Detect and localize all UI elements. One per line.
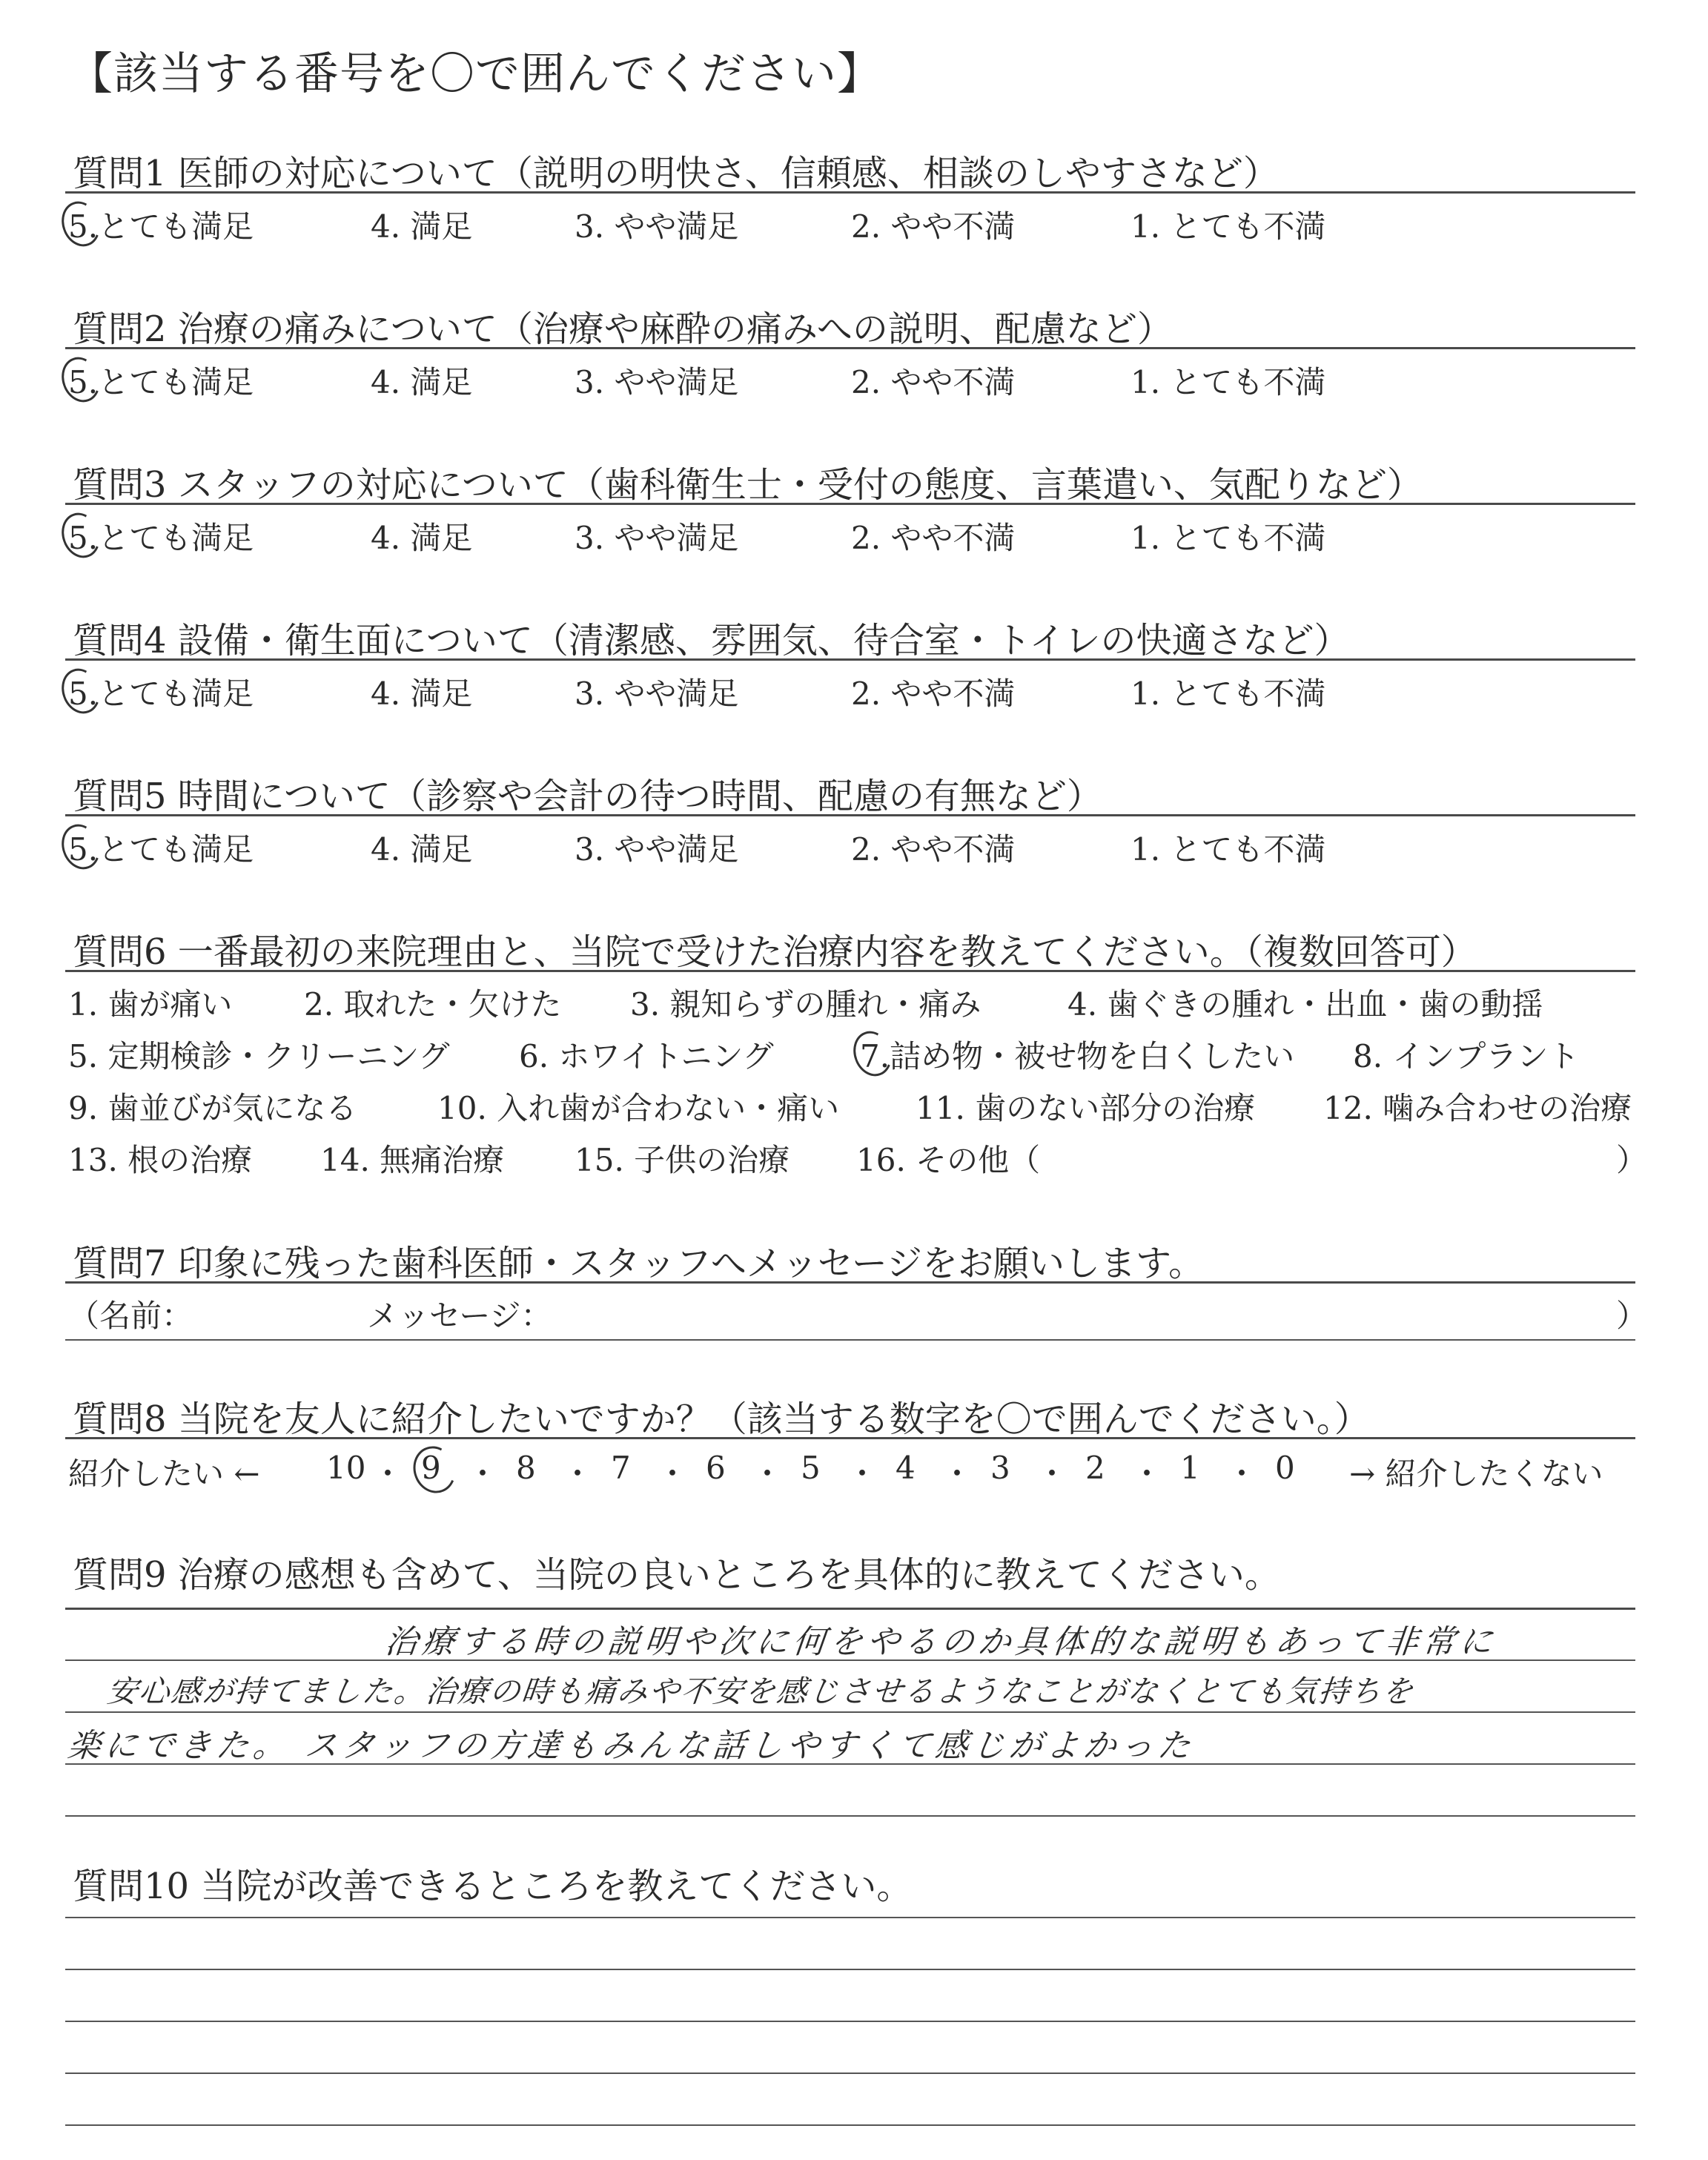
q1-option-5[interactable]: 5.とても満足 bbox=[68, 208, 254, 245]
q4-option-2[interactable]: 2. やや不満 bbox=[851, 676, 1016, 712]
q6-option[interactable]: 7.詰め物・被せ物を白くしたい bbox=[860, 1038, 1295, 1074]
q5-rule bbox=[65, 814, 1635, 816]
q6-option[interactable]: 4. 歯ぐきの腫れ・出血・歯の動揺 bbox=[1068, 986, 1543, 1023]
q8-separator: ・ bbox=[847, 1456, 878, 1492]
q2-option-5[interactable]: 5.とても満足 bbox=[68, 364, 254, 400]
q3-option-2[interactable]: 2. やや不満 bbox=[851, 520, 1016, 556]
q5-option-1[interactable]: 1. とても不満 bbox=[1131, 831, 1326, 868]
q2-rule bbox=[65, 347, 1635, 349]
q6-option[interactable]: 3. 親知らずの腫れ・痛み bbox=[630, 986, 982, 1023]
q8-scale-2[interactable]: 2 bbox=[1085, 1450, 1105, 1486]
q3-option-3[interactable]: 3. やや満足 bbox=[575, 520, 739, 556]
q8-right-label: → 紹介したくない bbox=[1349, 1456, 1603, 1492]
form-title: 【該当する番号を〇で囲んでください】 bbox=[68, 48, 882, 100]
q8-scale-3[interactable]: 3 bbox=[990, 1450, 1010, 1486]
q8-scale-6[interactable]: 6 bbox=[706, 1450, 726, 1486]
q8-scale-9[interactable]: 9 bbox=[421, 1450, 441, 1486]
q7-close-paren: ） bbox=[1616, 1298, 1648, 1334]
q1-option-2[interactable]: 2. やや不満 bbox=[851, 208, 1016, 245]
q8-scale-5[interactable]: 5 bbox=[801, 1450, 821, 1486]
q9-answer-line-1: 治療する時の説明や次に何をやるのか具体的な説明もあって非常に bbox=[383, 1623, 1499, 1661]
q9-line-4 bbox=[65, 1815, 1635, 1817]
q5-label: 質問5 時間について（診察や会計の待つ時間、配慮の有無など） bbox=[73, 776, 1102, 817]
q6-rule bbox=[65, 970, 1635, 972]
q1-label: 質問1 医師の対応について（説明の明快さ、信頼感、相談のしやすさなど） bbox=[73, 153, 1279, 194]
q6-option[interactable]: 9. 歯並びが気になる bbox=[68, 1090, 357, 1126]
q7-message-label: メッセージ： bbox=[367, 1298, 552, 1334]
q4-option-4[interactable]: 4. 満足 bbox=[371, 676, 473, 712]
q10-line-5 bbox=[65, 2124, 1635, 2126]
q5-option-3[interactable]: 3. やや満足 bbox=[575, 831, 739, 868]
q2-option-1[interactable]: 1. とても不満 bbox=[1131, 364, 1326, 400]
q2-option-4[interactable]: 4. 満足 bbox=[371, 364, 473, 400]
q1-option-1[interactable]: 1. とても不満 bbox=[1131, 208, 1326, 245]
q9-label: 質問9 治療の感想も含めて、当院の良いところを具体的に教えてください。 bbox=[73, 1554, 1280, 1596]
q10-line-2 bbox=[65, 1969, 1635, 1970]
q3-option-1[interactable]: 1. とても不満 bbox=[1131, 520, 1326, 556]
q6-option[interactable]: 14. 無痛治療 bbox=[320, 1142, 505, 1178]
q4-label: 質問4 設備・衛生面について（清潔感、雰囲気、待合室・トイレの快適さなど） bbox=[73, 620, 1350, 661]
q6-option[interactable]: 12. 噛み合わせの治療 bbox=[1323, 1090, 1632, 1126]
q8-separator: ・ bbox=[562, 1456, 594, 1492]
q5-option-5[interactable]: 5.とても満足 bbox=[68, 831, 254, 868]
q8-separator: ・ bbox=[1226, 1456, 1258, 1492]
q4-option-1[interactable]: 1. とても不満 bbox=[1131, 676, 1326, 712]
q8-separator: ・ bbox=[941, 1456, 973, 1492]
q2-label: 質問2 治療の痛みについて（治療や麻酔の痛みへの説明、配慮など） bbox=[73, 308, 1173, 350]
q9-line-2 bbox=[65, 1711, 1635, 1713]
q5-option-4[interactable]: 4. 満足 bbox=[371, 831, 473, 868]
q6-option[interactable]: 2. 取れた・欠けた bbox=[304, 986, 562, 1023]
q6-option[interactable]: 8. インプラント bbox=[1353, 1038, 1580, 1074]
q1-rule bbox=[65, 191, 1635, 194]
q6-label: 質問6 一番最初の来院理由と、当院で受けた治療内容を教えてください。（複数回答可） bbox=[73, 931, 1477, 973]
q3-rule bbox=[65, 503, 1635, 505]
q8-separator: ・ bbox=[1036, 1456, 1068, 1492]
q8-scale-10[interactable]: 10 bbox=[326, 1450, 366, 1486]
q10-line-3 bbox=[65, 2021, 1635, 2022]
q8-scale-1[interactable]: 1 bbox=[1180, 1450, 1200, 1486]
q10-line-4 bbox=[65, 2073, 1635, 2074]
q2-option-3[interactable]: 3. やや満足 bbox=[575, 364, 739, 400]
q9-answer-line-3: 楽にできた。 スタッフの方達もみんな話しやすくて感じがよかった bbox=[65, 1727, 1197, 1765]
q6-option[interactable]: 1. 歯が痛い bbox=[68, 986, 233, 1023]
q4-rule bbox=[65, 658, 1635, 661]
q6-option[interactable]: 10. 入れ歯が合わない・痛い bbox=[437, 1090, 840, 1126]
q10-label: 質問10 当院が改善できるところを教えてください。 bbox=[73, 1866, 913, 1907]
q1-option-4[interactable]: 4. 満足 bbox=[371, 208, 473, 245]
q1-option-3[interactable]: 3. やや満足 bbox=[575, 208, 739, 245]
q8-rule bbox=[65, 1437, 1635, 1439]
q6-other-close: ） bbox=[1616, 1142, 1648, 1178]
q7-rule bbox=[65, 1281, 1635, 1284]
q8-scale-0[interactable]: 0 bbox=[1275, 1450, 1295, 1486]
q8-separator: ・ bbox=[467, 1456, 499, 1492]
q8-separator: ・ bbox=[657, 1456, 689, 1492]
q10-line-1 bbox=[65, 1917, 1635, 1918]
q6-option[interactable]: 11. 歯のない部分の治療 bbox=[916, 1090, 1256, 1126]
q6-option[interactable]: 13. 根の治療 bbox=[68, 1142, 253, 1178]
q8-selected-circle bbox=[407, 1440, 463, 1499]
q7-answer-line bbox=[65, 1339, 1635, 1341]
q7-label: 質問7 印象に残った歯科医師・スタッフへメッセージをお願いします。 bbox=[73, 1243, 1205, 1284]
q8-separator: ・ bbox=[1131, 1456, 1163, 1492]
q9-rule bbox=[65, 1608, 1635, 1610]
q8-left-label: 紹介したい ← bbox=[68, 1456, 260, 1492]
q3-option-5[interactable]: 5.とても満足 bbox=[68, 520, 254, 556]
q8-separator: ・ bbox=[372, 1456, 404, 1492]
q8-scale-8[interactable]: 8 bbox=[516, 1450, 536, 1486]
q3-label: 質問3 スタッフの対応について（歯科衛生士・受付の態度、言葉遣い、気配りなど） bbox=[73, 464, 1423, 506]
q8-label: 質問8 当院を友人に紹介したいですか？（該当する数字を〇で囲んでください。） bbox=[73, 1398, 1370, 1440]
q7-name-label: （名前： bbox=[68, 1298, 193, 1334]
q6-option[interactable]: 6. ホワイトニング bbox=[519, 1038, 774, 1074]
q2-option-2[interactable]: 2. やや不満 bbox=[851, 364, 1016, 400]
q5-option-2[interactable]: 2. やや不満 bbox=[851, 831, 1016, 868]
q8-scale-7[interactable]: 7 bbox=[611, 1450, 631, 1486]
q6-option[interactable]: 16. その他（ bbox=[856, 1142, 1041, 1178]
q8-scale-4[interactable]: 4 bbox=[896, 1450, 916, 1486]
q8-separator: ・ bbox=[752, 1456, 784, 1492]
q4-option-5[interactable]: 5.とても満足 bbox=[68, 676, 254, 712]
q4-option-3[interactable]: 3. やや満足 bbox=[575, 676, 739, 712]
q6-option[interactable]: 15. 子供の治療 bbox=[575, 1142, 790, 1178]
q6-option[interactable]: 5. 定期検診・クリーニング bbox=[68, 1038, 450, 1074]
q9-answer-line-2: 安心感が持てました。治療の時も痛みや不安を感じさせるようなことがなくとても気持ちを bbox=[105, 1674, 1417, 1709]
q3-option-4[interactable]: 4. 満足 bbox=[371, 520, 473, 556]
